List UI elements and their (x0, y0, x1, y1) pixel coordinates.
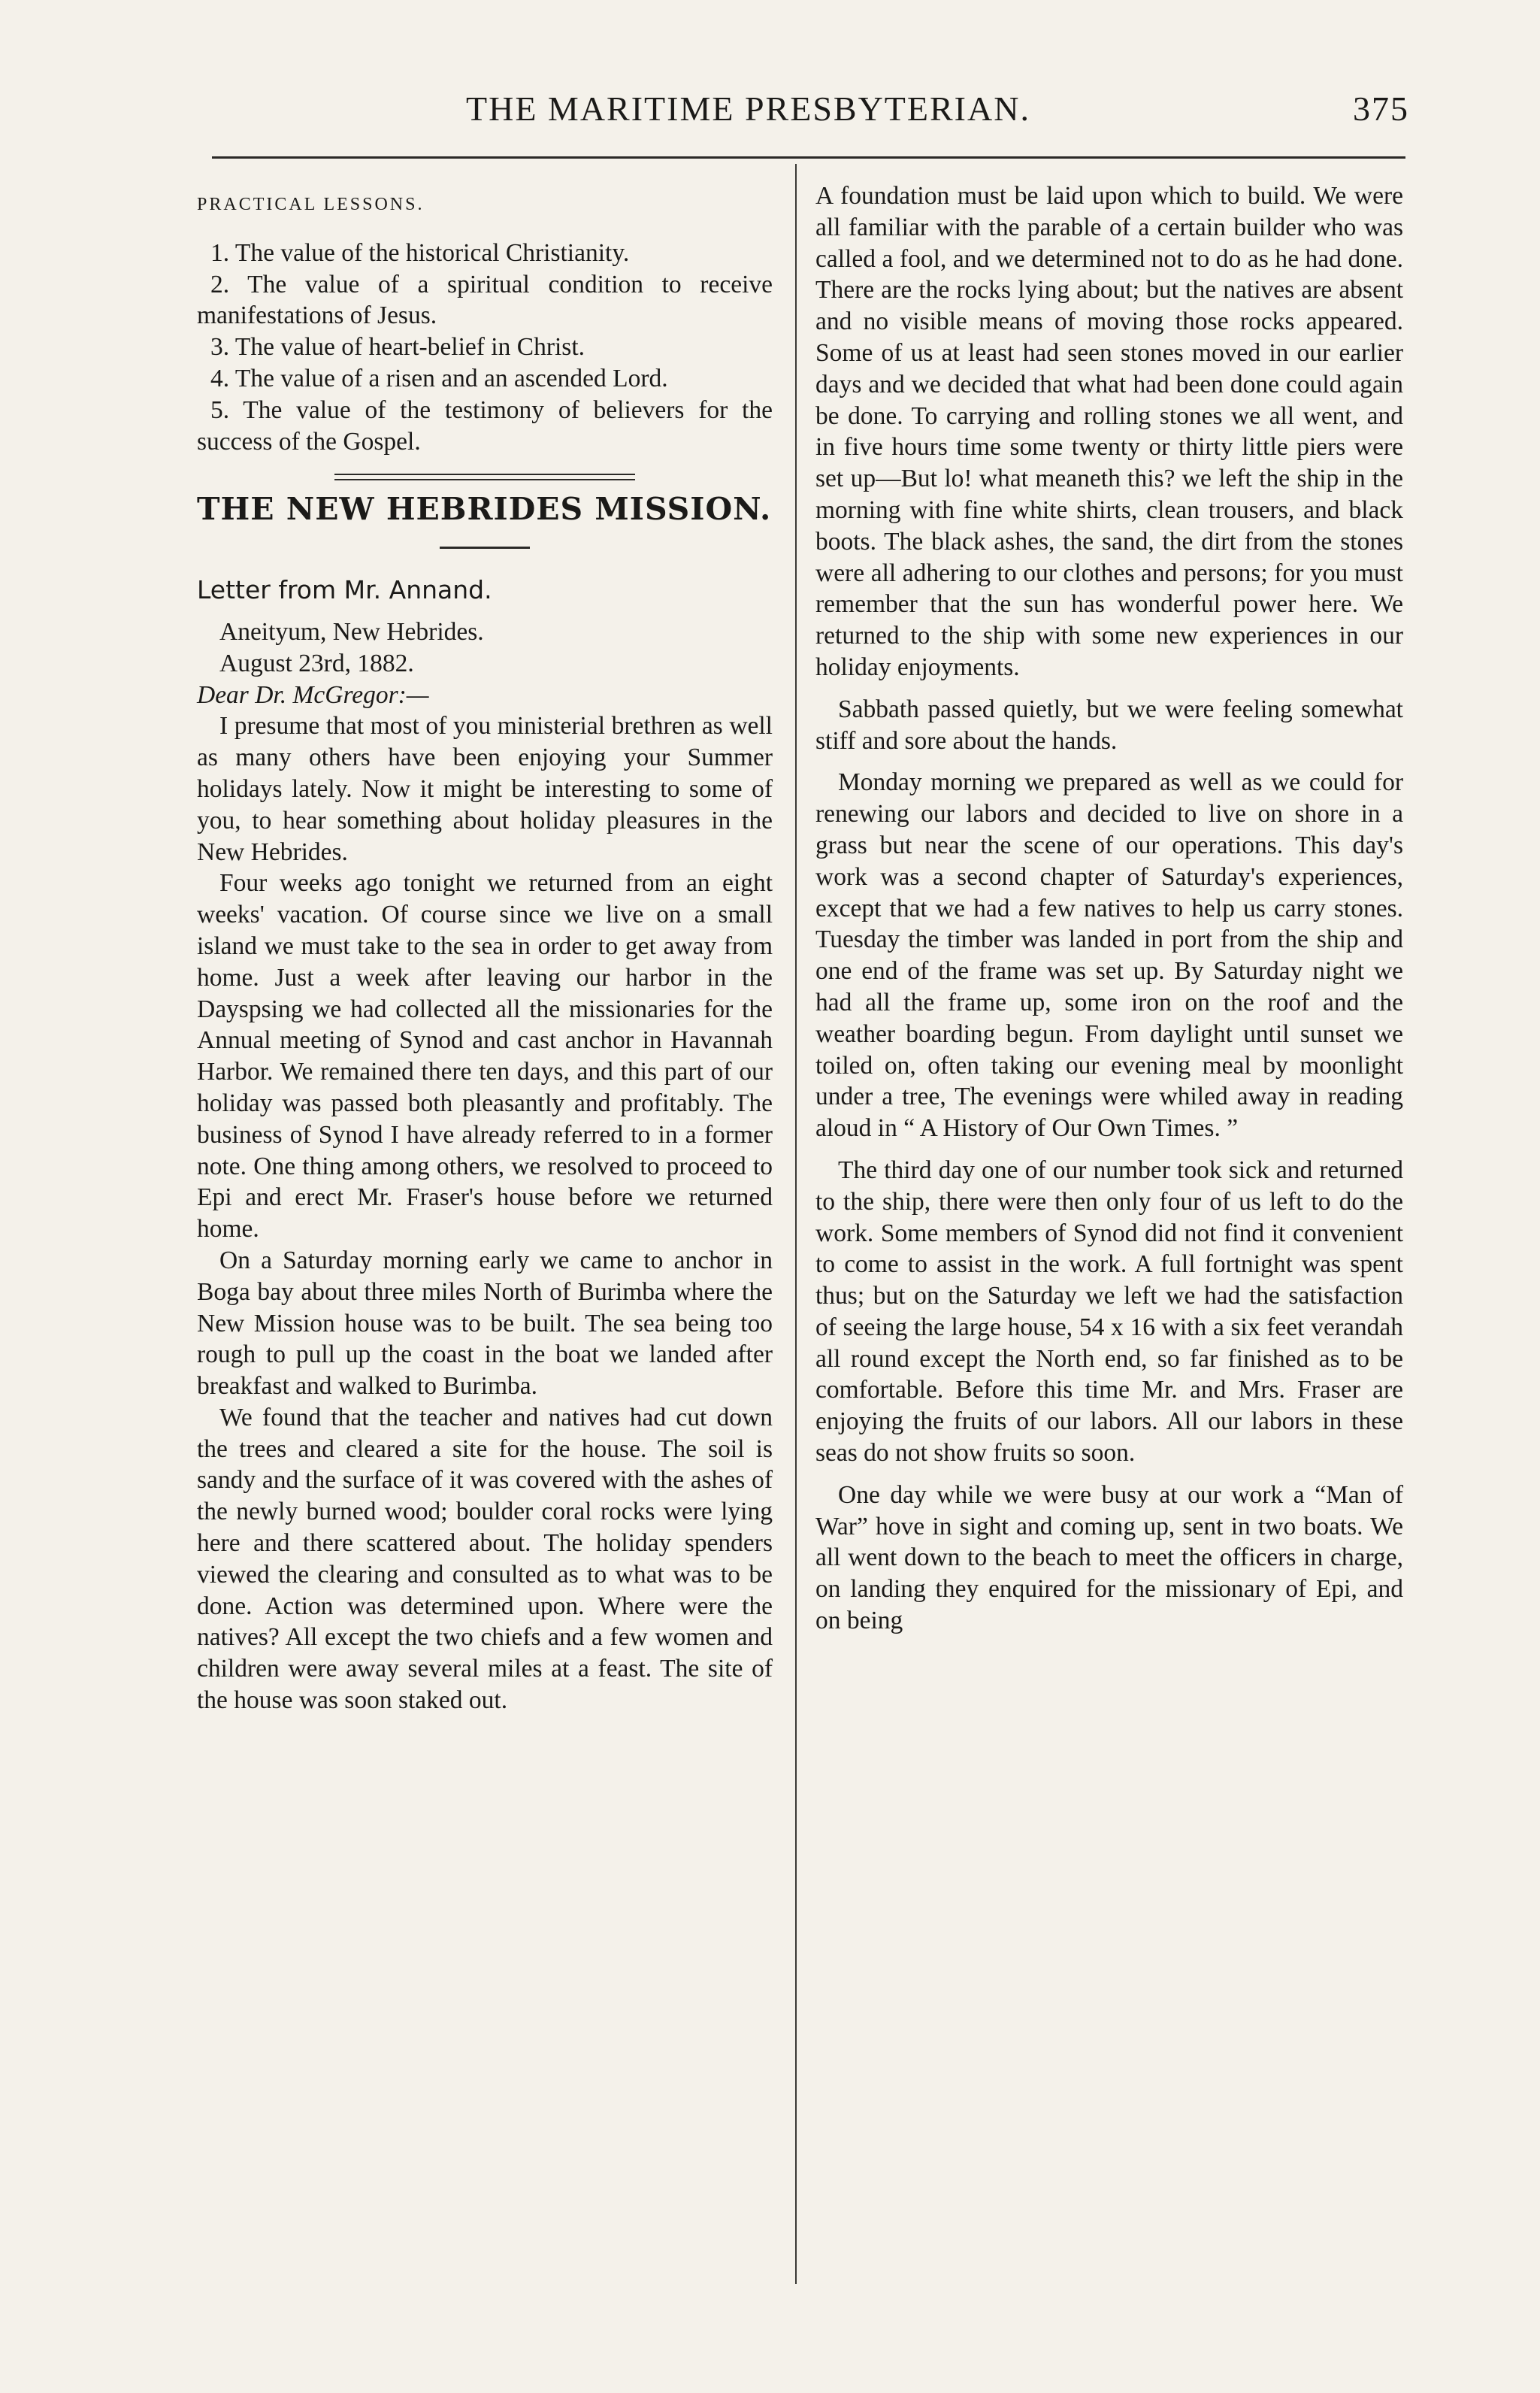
right-column (815, 180, 1403, 1637)
letter-place: Aneityum, New Hebrides. (219, 617, 484, 646)
lesson-item: 2. The value of a spiritual condition to receive manifestations of Jesus. (197, 270, 773, 330)
header-rule (212, 156, 1405, 159)
body-paragraph: On a Saturday morning early we came to anchor in Boga bay about three miles North of Burimba where the New Mission house was to be built. The sea being too rough to pull up the coast in the boat we landed after breakfast and walked to Burimba. (197, 1246, 773, 1401)
column-divider (795, 164, 797, 2284)
body-paragraph: Four weeks ago tonight we returned from an eight weeks' vacation. Of course since we live on a small island we must take to the sea in order to get away from home. Just a week after leaving our harbor in the Dayspsing we had collected all the missionaries for the Annual meeting of Synod and cast anchor in Havannah Harbor. We remained there ten days, and this part of our holiday was passed both pleasantly and profitably. The business of Synod I have already referred to in a former note. One thing among others, we resolved to proceed to Epi and erect Mr. Fraser's house before we returned home. (197, 869, 773, 1243)
lesson-item: 5. The value of the testimony of believers for the success of the Gospel. (197, 395, 773, 456)
body-paragraph: One day while we were busy at our work a “Man of War” hove in sight and coming up, sent in two boats. We all went down to the beach to meet the officers in charge, on landing they enquired for the missionary of Epi, and on being (815, 1480, 1403, 1635)
letter-salutation: Dear Dr. McGregor:— (197, 680, 429, 709)
body-paragraph: A foundation must be laid upon which to build. We were all familiar with the parable of a certain builder who was called a fool, and we determined not to do as he had done. There are the rocks lying about; but the natives are absent and no visible means of moving those rocks appeared. Some of us at least had seen stones moved in our earlier days and we decided that what had been done could again be done. To carrying and rolling stones we all went, and in five hours time some twenty or thirty little piers were set up—But lo! what meaneth this? we left the ship in the morning with fine white shirts, clean trousers, and black boots. The black ashes, the sand, the dirt from the stones were all adhering to our clothes and persons; for you must remember that the sun has wonderful power here. We returned to the ship with some new experiences in our holiday enjoyments. (815, 182, 1403, 681)
lesson-item: 1. The value of the historical Christianity. (210, 238, 630, 267)
publication-title: THE MARITIME PRESBYTERIAN. (466, 89, 1030, 128)
lessons-list (197, 238, 773, 458)
body-paragraph: The third day one of our number took sick and returned to the ship, there were then only four of us left to do the work. Some members of Synod did not find it convenient to come to assist in the work. A full fortnight was spent thus; but on the Saturday we left we had the satisfaction of seeing the large house, 54 x 16 with a six feet verandah all round except the North end, so far finished as to be comfortable. Before this time Mr. and Mrs. Fraser are enjoying the fruits of our labors. All our labors in these seas do not show fruits so soon. (815, 1156, 1403, 1468)
body-paragraph: Monday morning we prepared as well as we could for renewing our labors and decided to live on shore in a grass but near the scene of our operations. This day's work was a second chapter of Saturday's experiences, except that we had a few natives to help us carry stones. Tuesday the timber was landed in port from the ship and one end of the frame was set up. By Saturday night we had all the frame up, some iron on the roof and the weather boarding begun. From daylight until sunset we toiled on, often taking our evening meal by moonlight under a tree, The evenings were whiled away in reading aloud in “ A History of Our Own Times. ” (815, 768, 1403, 1143)
left-column (197, 180, 773, 1716)
article-title: THE NEW HEBRIDES MISSION. (197, 491, 772, 528)
body-paragraph: We found that the teacher and natives had cut down the trees and cleared a site for the house. The soil is sandy and the surface of it was covered with the ashes of the newly burned wood; boulder coral rocks were lying here and there scattered about. The holiday spenders viewed the clearing and consulted as to what was to be done. Action was determined upon. Where were the natives? All except the two chiefs and a few women and children were away several miles at a feast. The site of the house was soon staked out. (197, 1403, 773, 1715)
letter-heading: Letter from Mr. Annand. (197, 575, 492, 605)
section-heading-practical-lessons: PRACTICAL LESSONS. (197, 195, 425, 214)
title-rule (440, 547, 530, 549)
lesson-item: 3. The value of heart-belief in Christ. (210, 333, 585, 362)
section-divider (334, 474, 635, 480)
page-number: 375 (1353, 89, 1409, 128)
body-paragraph: I presume that most of you ministerial brethren as well as many others have been enjoying your Summer holidays lately. Now it might be interesting to some of you, to hear something about holiday pleasures in the New Hebrides. (197, 712, 773, 866)
letter-date: August 23rd, 1882. (219, 649, 414, 677)
body-paragraph: Sabbath passed quietly, but we were feeling somewhat stiff and sore about the hands. (815, 695, 1403, 755)
lesson-item: 4. The value of a risen and an ascended Lord. (210, 364, 668, 392)
